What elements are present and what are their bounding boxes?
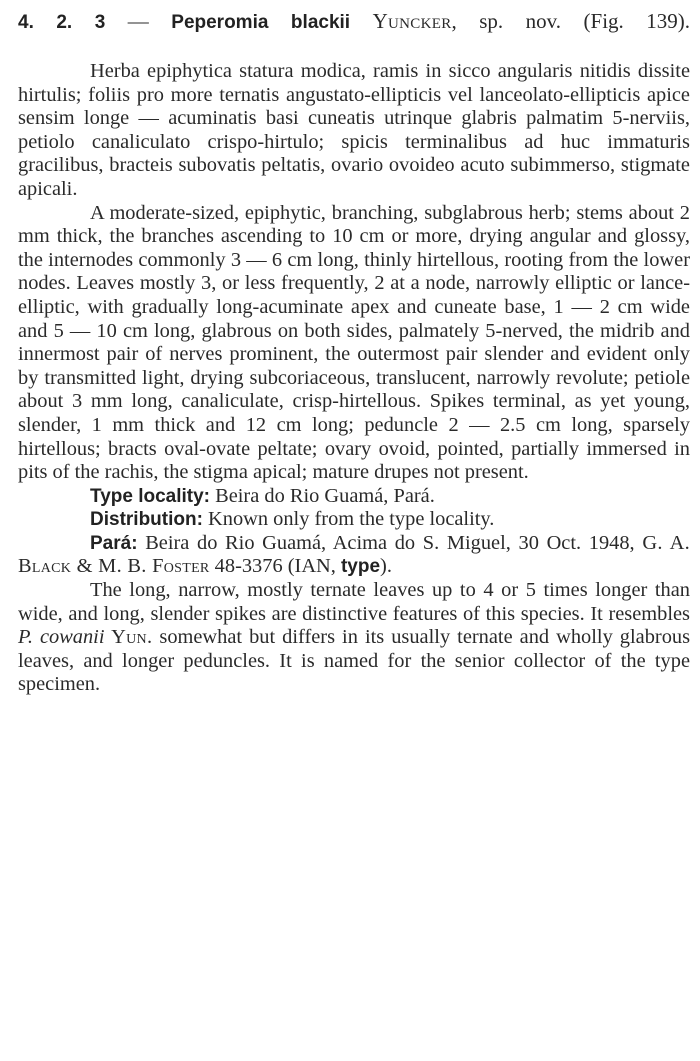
latin-description: Herba epiphytica statura modica, ramis in sicco angularis nitidis dissite hirtulis; foliis pro more ternatis angustato-ellipticis vel lanceolato-ellipticis apice sensim longe — acuminatis basi cuneatis utrinque glabris palmatim 5-nerviis, petiolo canaliculato crispo-hirtulo; spicis terminalibus ad huc immaturis gracilibus, bracteis subovatis peltatis, ovario ovoideo acuto subimmerso, stigmate apicali. [18,60,690,200]
species-status: , sp. nov. [451,9,562,33]
species-author: Yuncker [372,9,452,33]
section-number: 4. 2. 3 [18,12,106,33]
distribution [18,508,690,532]
remarks-part-2: somewhat but differs in its usually ternate and wholly glabrous leaves, and longer peduncles. It is named for the senior collector of the type specimen. [18,626,691,696]
specimen-text-1: Beira do Rio Guamá, Acima do S. Miguel, 30 Oct. 1948, [137,531,643,554]
type-locality-value: Beira do Rio Guamá, Pará. [210,484,435,507]
remarks-part-1: The long, narrow, mostly ternate leaves up to 4 or 5 times longer than wide, and long, slender spikes are distinctive features of this species. It resembles [18,579,690,625]
specimen-region: Pará: [90,532,138,554]
heading-dash: — [105,9,172,33]
remarks-paragraph [18,579,690,697]
remarks-species: P. cowanii [18,626,105,649]
distribution-value: Known only from the type locality. [202,508,495,531]
species-heading [18,8,690,36]
distribution-label: Distribution: [90,509,203,531]
type-locality [18,485,690,509]
specimen-text-2: 48-3376 (IAN, [209,555,341,578]
specimen-type-word: type [340,556,381,578]
type-locality-label: Type locality: [90,485,211,507]
english-description: A moderate-sized, epiphytic, branching, subglabrous herb; stems about 2 mm thick, the branches ascending to 10 cm or more, drying angular and glossy, the internodes commonly 3 — 6 cm long, thinly hirtellous, rooting from the lower nodes. Leaves mostly 3, or less frequently, 2 at a node, narrowly elliptic or lance-elliptic, with gradually long-acuminate apex and cuneate base, 1 — 2 cm wide and 5 — 10 cm long, glabrous on both sides, palmately 5-nerved, the midrib and innermost pair of nerves prominent, the outermost pair slender and evident only by transmitted light, drying subcoriaceous, translucent, narrowly revolute; petiole about 3 mm long, canaliculate, crisp-hirtellous. Spikes terminal, as yet young, slender, 1 mm thick and 12 cm long; peduncle 2 — 2.5 cm long, sparsely hirtellous; bracts oval-ovate peltate; ovary ovoid, pointed, partially immersed in pits of the rachis, the stigma apical; mature drupes not present. [18,201,690,484]
specimen-citation [18,532,690,579]
species-name: Peperomia blackii [171,12,351,33]
figure-reference: (Fig. 139). [583,9,690,33]
specimen-text-3: ). [380,555,392,578]
remarks-author: Yun. [104,626,153,649]
specimen-collectors: G. A. Black & M. B. Foster [18,531,690,578]
